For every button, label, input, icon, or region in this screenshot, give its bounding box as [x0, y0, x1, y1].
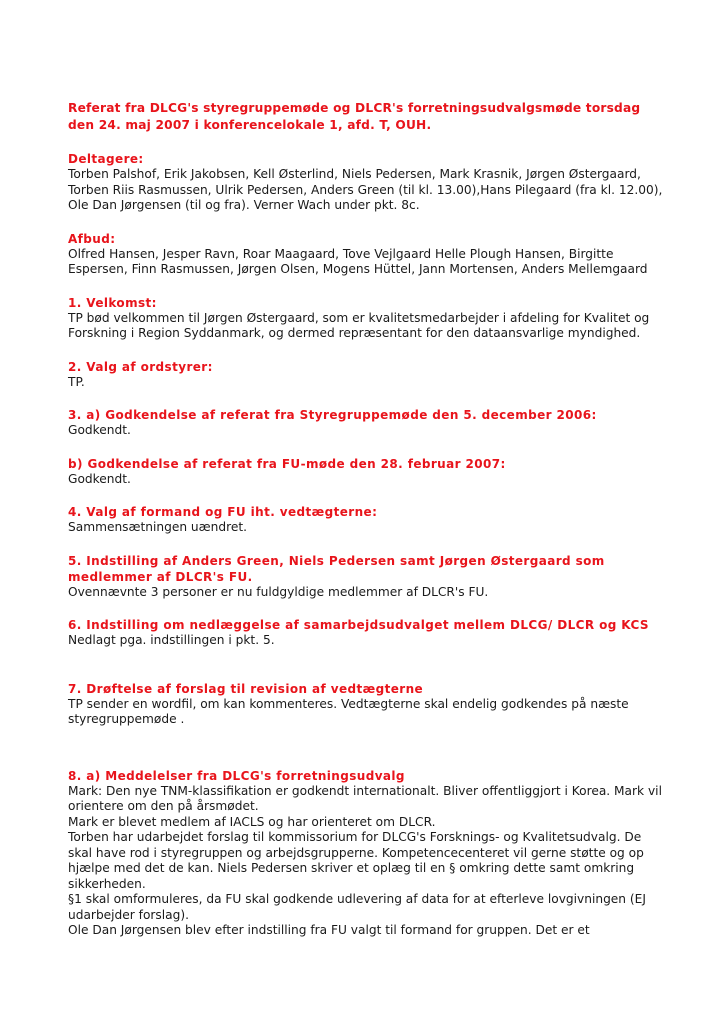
section-8a-announcements: [68, 768, 668, 939]
section-3a-approval: [68, 407, 668, 439]
document-title: Referat fra DLCG's styregruppemøde og DLCR's forretningsudvalgsmøde torsdag den 24. maj 2007 i konferencelokale 1, afd. T, OUH.: [68, 101, 641, 132]
section-heading: 3. a) Godkendelse af referat fra Styregruppemøde den 5. december 2006:: [68, 408, 597, 422]
section-heading: 1. Velkomst:: [68, 295, 157, 310]
section-3b-approval: [68, 456, 668, 488]
section-heading: 2. Valg af ordstyrer:: [68, 359, 213, 374]
section-body: Mark: Den nye TNM-klassifikation er godkendt internationalt. Bliver offentliggjort i Korea. Mark vil orientere om den på årsmødet. Mark er blevet medlem af IACLS og har orienteret om DLCR. Torben har udarbejdet forslag til kommissorium for DLCG's Forsknings- og Kvalitetsudvalg. De skal have rod i styregruppen og arbejdsgrupperne. Kompetencecenteret vil gerne støtte og op hjælpe med det de kan. Niels Pedersen skriver et oplæg til en § omkring dette samt omkring sikkerheden. §1 skal omformuleres, da FU skal godkende udlevering af data for at efterleve lovgivningen (EJ udarbejder forslag). Ole Dan Jørgensen blev efter indstilling fra FU valgt til formand for gruppen. Det er et: [68, 783, 662, 937]
section-absent: [68, 231, 668, 278]
section-participants: [68, 151, 668, 214]
section-heading: Deltagere:: [68, 152, 144, 166]
document-page: [68, 100, 668, 956]
section-body: Ovennævnte 3 personer er nu fuldgyldige medlemmer af DLCR's FU.: [68, 584, 489, 599]
section-2-chair: [68, 359, 668, 391]
section-body: Sammensætningen uændret.: [68, 520, 247, 534]
section-body: TP sender en wordfil, om kan kommenteres. Vedtægterne skal endelig godkendes på næste styregruppemøde .: [68, 696, 629, 726]
section-5-nomination: [68, 553, 668, 601]
section-body: TP bød velkommen til Jørgen Østergaard, som er kvalitetsmedarbejder i afdeling for Kvalitet og Forskning i Region Syddanmark, og dermed repræsentant for den dataansvarlige myndighed.: [68, 310, 650, 340]
section-heading: 4. Valg af formand og FU iht. vedtægterne:: [68, 505, 378, 519]
section-heading: b) Godkendelse af referat fra FU-møde den 28. februar 2007:: [68, 456, 506, 471]
section-4-election: [68, 504, 668, 536]
section-heading: 8. a) Meddelelser fra DLCG's forretningsudvalg: [68, 768, 405, 783]
section-body: TP.: [68, 374, 85, 389]
section-heading: Afbud:: [68, 231, 116, 246]
section-body: Godkendt.: [68, 471, 131, 486]
section-heading: 6. Indstilling om nedlæggelse af samarbejdsudvalget mellem DLCG/ DLCR og KCS: [68, 618, 649, 632]
section-heading: 5. Indstilling af Anders Green, Niels Pedersen samt Jørgen Østergaard som medlemmer af DLCR's FU.: [68, 553, 605, 584]
section-6-committee: [68, 617, 668, 649]
section-body: Torben Palshof, Erik Jakobsen, Kell Østerlind, Niels Pedersen, Mark Krasnik, Jørgen Østergaard, Torben Riis Rasmussen, Ulrik Pedersen, Anders Green (til kl. 13.00),Hans Pilegaard (fra kl. 12.00), Ole Dan Jørgensen (til og fra). Verner Wach under pkt. 8c.: [68, 167, 663, 212]
section-body: Nedlagt pga. indstillingen i pkt. 5.: [68, 633, 275, 647]
section-7-bylaws: [68, 681, 668, 728]
section-heading: 7. Drøftelse af forslag til revision af vedtægterne: [68, 681, 424, 696]
section-1-welcome: [68, 295, 668, 342]
section-body: Olfred Hansen, Jesper Ravn, Roar Maagaard, Tove Vejlgaard Helle Plough Hansen, Birgitte Espersen, Finn Rasmussen, Jørgen Olsen, Mogens Hüttel, Jann Mortensen, Anders Mellemgaard: [68, 246, 648, 276]
section-body: Godkendt.: [68, 423, 131, 437]
